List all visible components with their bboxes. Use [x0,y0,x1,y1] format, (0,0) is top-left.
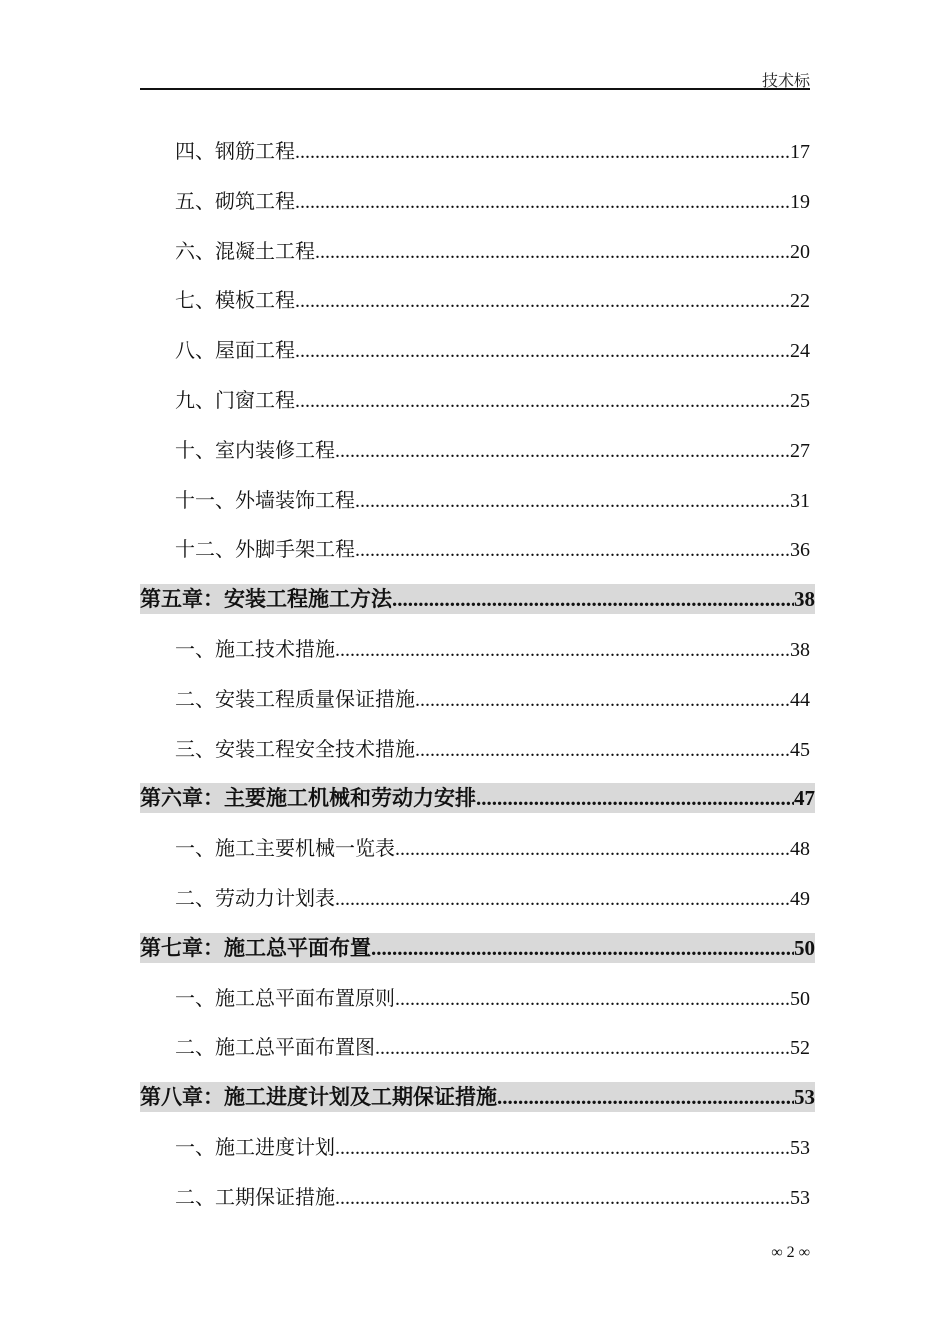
toc-entry-title: 二、工期保证措施 [175,1184,335,1209]
toc-dot-leader [395,834,790,863]
toc-dot-leader [295,386,790,415]
toc-entry-title: 十二、外脚手架工程 [175,537,355,562]
toc-item-row[interactable] [175,883,810,913]
toc-page-number: 44 [790,688,810,711]
toc-dot-leader [355,535,790,564]
toc-dot-leader [395,984,790,1013]
toc-entry-title: 八、屋面工程 [175,338,295,363]
toc-page-number: 38 [794,587,815,612]
toc-item-row[interactable] [175,136,810,166]
toc-page-number: 17 [790,141,810,163]
toc-entry-title: 九、门窗工程 [175,388,295,412]
toc-page-number: 19 [790,190,810,213]
toc-entry-title: 一、施工进度计划 [175,1135,335,1159]
toc-chapter-row[interactable] [140,933,815,963]
toc-item-row[interactable] [175,983,810,1013]
toc-entry-title: 三、安装工程安全技术措施 [175,736,415,761]
toc-dot-leader [335,635,790,664]
toc-item-row[interactable] [175,285,810,315]
toc-dot-leader [371,933,794,963]
toc-page-number: 47 [794,786,815,811]
toc-dot-leader [497,1082,794,1112]
toc-item-row[interactable] [175,534,810,564]
toc-dot-leader [415,735,790,764]
toc-page-number: 25 [790,390,810,412]
toc-item-row[interactable] [175,186,810,216]
running-header: 技术标 [761,71,810,90]
toc-entry-title: 一、施工总平面布置原则 [175,985,395,1010]
toc-dot-leader [295,137,790,166]
toc-page-number: 50 [790,987,810,1010]
toc-page-number: 22 [790,290,810,313]
toc-entry-title: 七、模板工程 [175,288,295,313]
toc-entry-title: 二、劳动力计划表 [175,886,335,910]
toc-entry-title: 四、钢筋工程 [175,139,295,163]
toc-entry-title: 二、安装工程质量保证措施 [175,686,415,711]
toc-item-row[interactable] [175,335,810,365]
toc-dot-leader [335,884,790,913]
toc-chapter-row[interactable] [140,1082,815,1112]
toc-page-number: 20 [790,240,810,263]
toc-entry-title: 一、施工主要机械一览表 [175,836,395,861]
toc-dot-leader [476,783,794,813]
toc-page-number: 53 [790,1137,810,1159]
toc-page-number: 53 [790,1186,810,1209]
toc-item-row[interactable] [175,833,810,863]
toc-item-row[interactable] [175,435,810,465]
toc-entry-title: 第八章：施工进度计划及工期保证措施 [140,1084,497,1110]
toc-entry-title: 一、施工技术措施 [175,637,335,661]
toc-item-row[interactable] [175,734,810,764]
toc-dot-leader [295,187,790,216]
toc-item-row[interactable] [175,1132,810,1162]
toc-page-number: 48 [790,838,810,861]
toc-page-number: 45 [790,738,810,761]
page-number: ∞ 2 ∞ [771,1244,810,1261]
toc-item-row[interactable] [175,1182,810,1212]
toc-page-number: 38 [790,639,810,661]
toc-entry-title: 十、室内装修工程 [175,437,335,462]
toc-item-row[interactable] [175,385,810,415]
toc-entry-title: 第六章：主要施工机械和劳动力安排 [140,785,476,811]
toc-dot-leader [335,1133,790,1162]
toc-page-number: 52 [790,1037,810,1060]
toc-page-number: 36 [790,539,810,562]
toc-item-row[interactable] [175,485,810,515]
toc-entry-title: 第五章：安装工程施工方法 [140,586,392,612]
toc-page-number: 27 [790,439,810,462]
toc-dot-leader [315,237,790,266]
toc-item-row[interactable] [175,634,810,664]
toc-entry-title: 六、混凝土工程 [175,238,315,263]
toc-chapter-row[interactable] [140,584,815,614]
toc-dot-leader [295,286,790,315]
toc-item-row[interactable] [175,1032,810,1062]
toc-page-number: 49 [790,888,810,910]
toc-dot-leader [295,336,790,365]
toc-page-number: 24 [790,340,810,363]
toc-entry-title: 五、砌筑工程 [175,188,295,213]
header-rule [140,88,810,90]
toc-page-number: 50 [794,935,815,960]
toc-dot-leader [355,486,790,515]
toc-dot-leader [415,685,790,714]
toc-dot-leader [375,1033,790,1062]
toc-entry-title: 第七章：施工总平面布置 [140,934,371,960]
toc-entry-title: 十一、外墙装饰工程 [175,487,355,512]
toc-dot-leader [335,1183,790,1212]
toc-dot-leader [392,584,794,614]
toc-item-row[interactable] [175,684,810,714]
toc-page-number: 31 [790,489,810,512]
toc-entry-title: 二、施工总平面布置图 [175,1035,375,1060]
toc-item-row[interactable] [175,236,810,266]
toc-chapter-row[interactable] [140,783,815,813]
toc-page-number: 53 [794,1085,815,1110]
toc-dot-leader [335,436,790,465]
